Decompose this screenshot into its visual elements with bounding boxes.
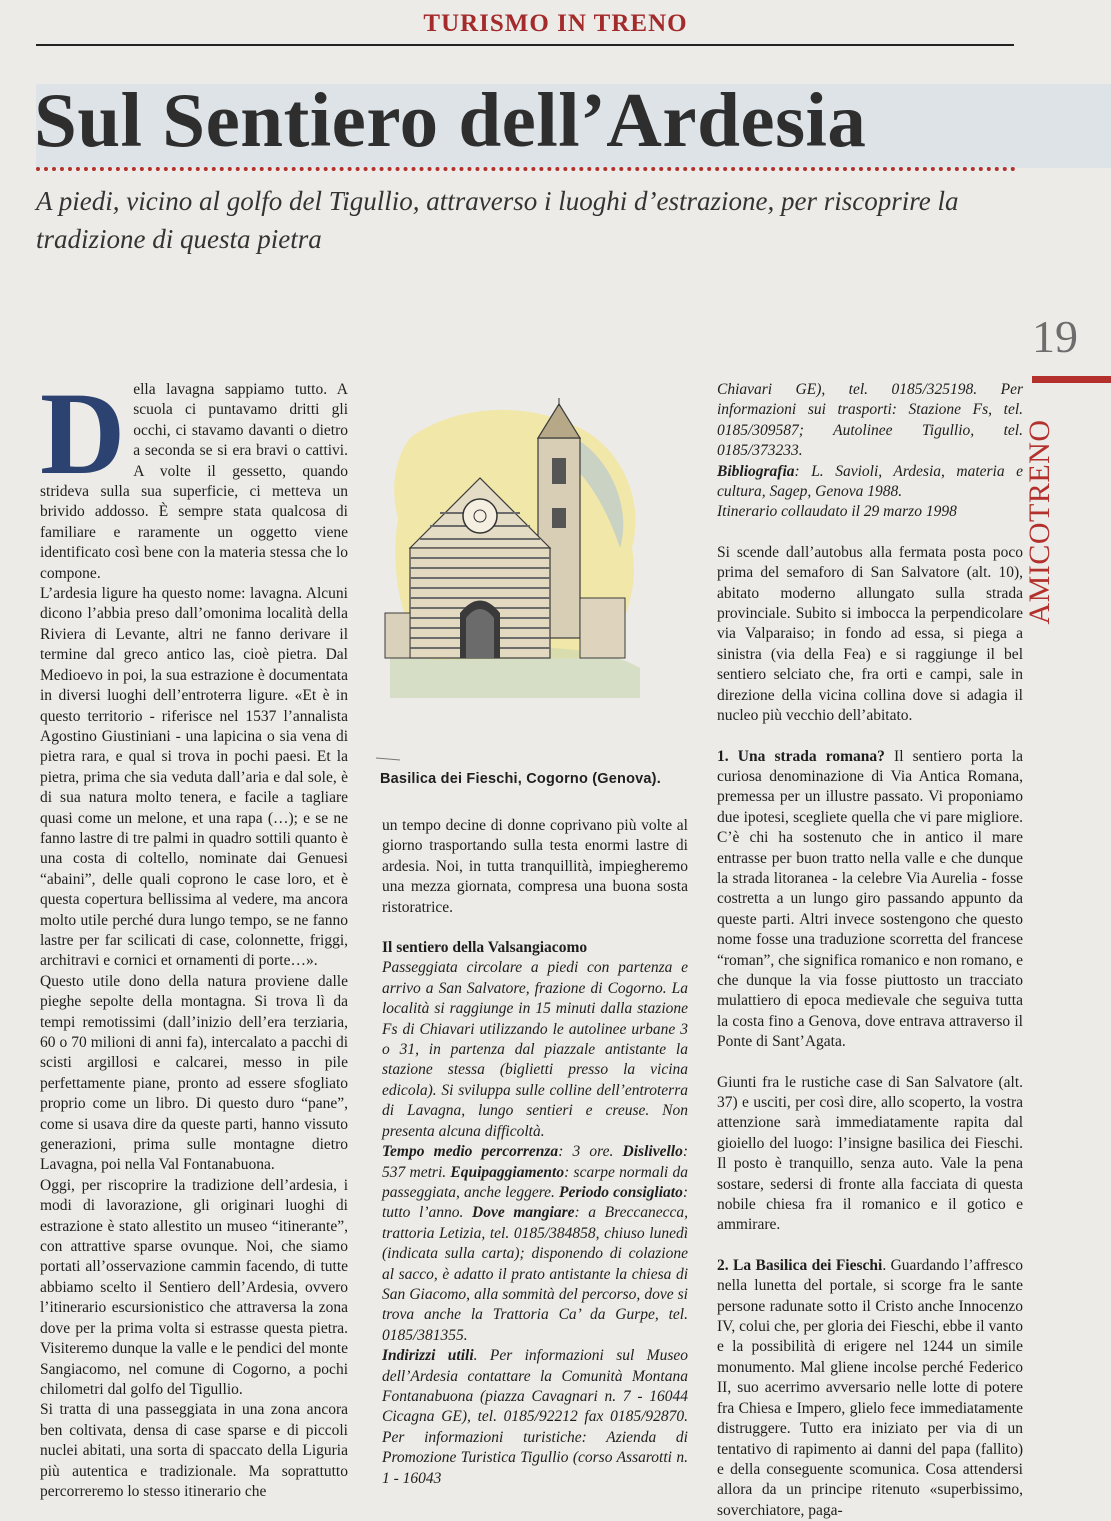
info-label: Bibliografia — [717, 462, 795, 480]
magazine-name-text: AMICOTRENO — [1023, 419, 1056, 625]
drop-cap: D — [40, 368, 126, 499]
bibliography — [717, 462, 1023, 503]
info-label: Periodo consigliato — [559, 1183, 683, 1201]
article-column-1 — [40, 368, 348, 1502]
useful-addresses — [382, 1346, 688, 1489]
article-subtitle: A piedi, vicino al golfo del Tigullio, attraverso i luoghi d’estrazione, per riscoprire la tradizione di questa pietra — [36, 186, 959, 254]
paragraph-text: . Guardando l’affresco nella lunetta del portale, si scorge fra le sante persone radunate sotto il Cristo anche Innocenzo IV, colui che, per gloria dei Fieschi, ebbe il vanto e la possibilità di erigere nel 1244 un simile monumento. Mal gliene incolse perché Federico II, suo acerrimo avversario nelle lotte di potere fra Chiesa e Impero, glielo fece immediatamente distruggere. Tutto era iniziato per via di un tentativo di rapimento ai danni del papa (fallito) e della conseguente scomunica. Cosa attendersi allora da un principe ritenuto «superbissimo, soverchiatore, paga- — [717, 1256, 1023, 1519]
article-column-3 — [717, 380, 1023, 1521]
info-label: Tempo medio percorrenza — [382, 1143, 559, 1161]
header-rule — [36, 44, 1014, 46]
info-value: : scarpe normali da passeggiata, anche leggere. — [382, 1163, 689, 1201]
info-label: Dove mangiare — [472, 1204, 575, 1222]
info-value: : tutto l’anno. — [382, 1183, 688, 1222]
article-column-2 — [382, 816, 688, 1489]
illustration-caption: Basilica dei Fieschi, Cogorno (Genova). — [380, 771, 661, 787]
paragraph-text: Il sentiero porta la curiosa denominazione di Via Antica Romana, premessa per un illustre passato. Vi proponiamo due ipotesi, scegliete quella che vi pare migliore. C’è chi ha sostenuto che in antico il mare entrasse per buon tratto nella valle e che dunque la strada litoranea - la celebre Via Aurelia - fosse costretta a un lungo giro passando appunto da queste parti. Altri invece sostengono che questo nome fosse una traduzione scorretta del francese “roman”, che significa romanico e non romano, e che dunque la via fosse piuttosto un tracciato mulattiero di epoca medievale che seguiva tutta la costa fino a Genova, dove entrava attraverso il Ponte di Sant’Agata. — [717, 747, 1024, 1051]
info-value: : 537 metri. — [382, 1143, 688, 1181]
paragraph: Passeggiata circolare a piedi con partenza e arrivo a San Salvatore, frazione di Cogorno. La località si raggiunge in 15 minuti dalla stazione Fs di Chiavari utilizzando le autolinee urbane 3 o 31, in partenza dal piazzale antistante la stazione stessa (biglietti presso la vicina edicola). Si sviluppa sulle colline dell’entroterra di Lavagna, lungo sentieri e creuse. Non presenta alcuna difficoltà. — [382, 959, 688, 1140]
paragraph: Questo utile dono della natura proviene dalle pieghe sepolte della montagna. Si trova lì da tempi remotissimi (dall’inizio dell’era terziaria, 60 o 70 milioni di anni fa), intercalato a pacchi di scisti argillosi e calcarei, messo in pile perfettamente piane, pronto ad essere sfogliato proprio come un libro. Di questo duro “pane”, come si usava dire da queste parti, hanno vissuto generazioni, prima sulle montagne dietro Lavagna, poi nella Val Fontanabuona. — [40, 972, 348, 1174]
basilica-illustration — [370, 398, 652, 770]
info-value: : a Breccanecca, trattoria Letizia, tel. 0185/384858, chiuso lunedì (indicata sulla carta); disponendo di colazione al sacco, è adatto il prato antistante la chiesa di San Giacomo, alla sommità del percorso, dove si trova anche la Trattoria Ca’ da Gurpe, tel. 0185/381355. — [382, 1204, 688, 1344]
info-label: Equipaggiamento — [450, 1163, 565, 1181]
box-heading: Il sentiero della Valsangiacomo — [382, 939, 588, 957]
section-heading: 2. La Basilica dei Fieschi — [717, 1256, 883, 1274]
section-label: TURISMO IN TRENO — [423, 10, 688, 37]
paragraph: Chiavari GE), tel. 0185/325198. Per informazioni sui trasporti: Stazione Fs, tel. 0185/309587; Autolinee Tigullio, tel. 0185/373233. — [717, 381, 1023, 460]
info-label: Indirizzi utili — [382, 1347, 474, 1365]
info-label: Dislivello — [622, 1143, 683, 1161]
article-title: Sul Sentiero dell’Ardesia — [34, 77, 867, 163]
section-heading: 1. Una strada romana? — [717, 747, 885, 765]
paragraph: Oggi, per riscoprire la tradizione dell’ardesia, i modi di lavorazione, gli originari luoghi di estrazione è stato allestito un museo “itinerante”, con attrattive sparse ovunque. Noi, che siamo portati all’osservazione cammin facendo, di tutte abbiamo scelto il Sentiero dell’Ardesia, ovvero l’itinerario escursionistico che attraversa la zona dove per la prima volta si estrasse questa pietra. Visiteremo dunque la valle e le pendici del monte Sangiacomo, nel comune di Cogorno, a pochi chilometri dal golfo del Tigullio. — [40, 1176, 348, 1398]
magazine-name — [1016, 419, 1064, 625]
paragraph: Giunti fra le rustiche case di San Salvatore (alt. 37) e usciti, per così dire, allo scoperto, la vostra attenzione sarà immediatamente rapita dal gioiello del luogo: l’insigne basilica dei Fieschi. Il posto è tranquillo, senza auto. Vale la pena sostare, sedersi di fronte alla facciata di questa nobile chiesa fra il romanico e il gotico e ammirare. — [717, 1073, 1023, 1234]
paragraph: ella lavagna sappiamo tutto. A scuola ci puntavamo dritti gli occhi, ci stavamo davanti o dietro a seconda se si era bravi o cattivi. A volte il gessetto, quando strideva sulla sua superficie, ci metteva un brivido addosso. È sempre stata qualcosa di familiare e raramente un oggetto viene identificato così bene con la materia stessa che lo compone. — [40, 381, 348, 582]
page-number: 19 — [1032, 311, 1078, 362]
paragraph: L’ardesia ligure ha questo nome: lavagna. Alcuni dicono l’abbia preso dall’omonima località della Riviera di Levante, altri ne fanno derivare il termine dal greco antico las, cioè pietra. Dal Medioevo in poi, la sua estrazione è documentata in diversi luoghi dell’entroterra ligure. «Et è in questo territorio - riferisce nel 1537 l’annalista Agostino Giustiniani - una lapicina o sia vena di pietra rara, e qual si trova in pochi paesi. Et la pietra, prima che sia veduta dall’aria e dal sole, è di sua natura molto tenera, e facile a tagliare quasi come un melone, et una rapa (…); e se ne fanno lastre di tre palmi in quadro sottili quanto è una costa di coltello, nominate dai Genuesi “abaini”, delle quali coprono le case loro, et è questa copertura bellissima al vedere, ma ancora molto utile perché dura lungo tempo, se ne fanno lastre per far scilicati di case, colonnette, friggi, architravi e cornici et ornamenti di porte…». — [40, 585, 348, 970]
info-value: . Per informazioni sul Museo dell’Ardesia contattare la Comunità Montana Fontanabuona (piazza Cavagnari n. 7 - 16044 Cicagna GE), tel. 0185/92212 fax 0185/92870. Per informazioni turistiche: Azienda di Promozione Turistica Tigullio (corso Assarotti n. 1 - 16043 — [382, 1347, 689, 1487]
accent-bar — [1032, 376, 1111, 383]
paragraph: Si tratta di una passeggiata in una zona ancora ben coltivata, densa di case sparse e di piccoli nuclei abitati, una sorta di spaccato della Liguria più autentica e tradizionale. Ma soprattutto percorreremo lo stesso itinerario che — [40, 1401, 348, 1500]
dotted-divider — [36, 167, 1016, 171]
info-value: : L. Savioli, Ardesia, materia e cultura, Sagep, Genova 1988. — [717, 462, 1023, 501]
info-value: : 3 ore. — [558, 1143, 623, 1161]
paragraph: Si scende dall’autobus alla fermata posta poco prima del semaforo di San Salvatore (alt. 10), abitato moderno allungato sulla strada provinciale. Subito si imbocca la perpendicolare via Valparaiso; in fondo ad essa, si piega a sinistra (via della Fea) e si raggiunge il bel sentiero selciato che, fra orti e campi, sale in direzione della vicina collina dove si adagia il nucleo più vecchio dell’abitato. — [717, 543, 1023, 725]
paragraph: un tempo decine di donne coprivano più volte al giorno trasportando sulla testa enormi lastre di ardesia. Noi, in tutta tranquillità, impiegheremo una mezza giornata, compresa una buona sosta ristoratrice. — [382, 817, 688, 916]
tested-date: Itinerario collaudato il 29 marzo 1998 — [717, 503, 957, 521]
practical-info — [382, 1142, 688, 1346]
